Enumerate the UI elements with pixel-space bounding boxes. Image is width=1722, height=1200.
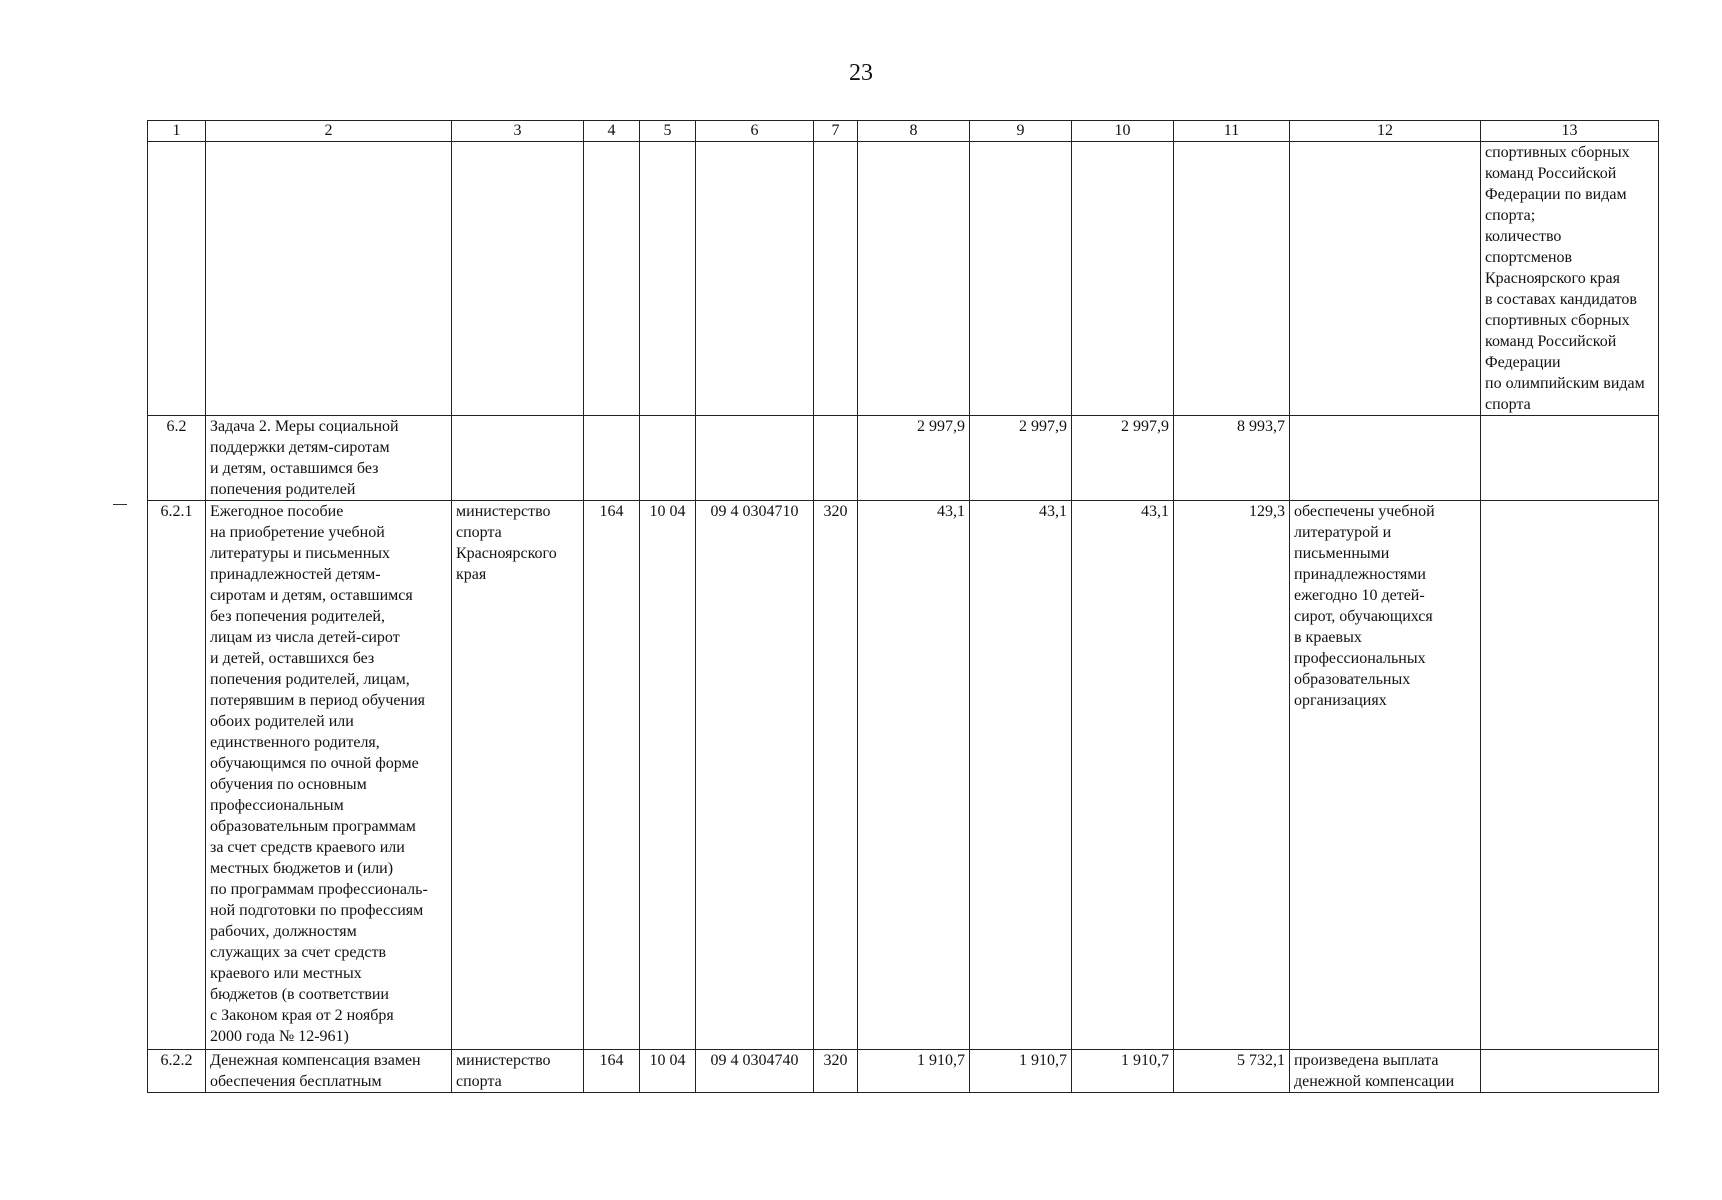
- column-header: 4: [584, 121, 640, 142]
- table-row: [148, 1050, 1659, 1093]
- cell-name: Задача 2. Меры социальной поддержки детям-сиротам и детям, оставшимся без попечения родителей: [206, 416, 452, 501]
- cell-section: 10 04: [640, 1050, 696, 1093]
- cell-amount: 43,1: [858, 501, 970, 1050]
- cell-amount: 2 997,9: [970, 416, 1072, 501]
- table-row: [148, 142, 1659, 416]
- cell-code: [584, 142, 640, 416]
- cell-target-article: [696, 142, 814, 416]
- cell-expense-type: 320: [814, 501, 858, 1050]
- cell-section: [640, 142, 696, 416]
- column-header: 7: [814, 121, 858, 142]
- column-header: 9: [970, 121, 1072, 142]
- column-header: 3: [452, 121, 584, 142]
- cell-target-article: 09 4 0304740: [696, 1050, 814, 1093]
- cell-name: Ежегодное пособие на приобретение учебной литературы и письменных принадлежностей детям- сиротам и детям, оставшимся без попечения родителей, лицам из числа детей-сирот и детей, оставшихся без попечения родителей, лицам, потерявшим в период обучения обоих родителей или единственного родителя, обучающимся по очной форме обучения по основным профессиональным образовательным программам за счет средств краевого или местных бюджетов и (или) по программам профессиональ- ной подготовки по профессиям рабочих, должностям служащих за счет средств краевого или местных бюджетов (в соответствии с Законом края от 2 ноября 2000 года № 12-961): [206, 501, 452, 1050]
- cell-code: 164: [584, 1050, 640, 1093]
- column-header: 13: [1481, 121, 1659, 142]
- cell-result: [1290, 416, 1481, 501]
- cell-name: [206, 142, 452, 416]
- cell-amount: [970, 142, 1072, 416]
- cell-agency: [452, 142, 584, 416]
- cell-result: обеспечены учебной литературой и письменными принадлежностями ежегодно 10 детей- сирот, обучающихся в краевых профессиональных образовательных организациях: [1290, 501, 1481, 1050]
- cell-number: 6.2.1: [148, 501, 206, 1050]
- column-header: 5: [640, 121, 696, 142]
- column-header-row: [148, 121, 1659, 142]
- cell-agency: министерство спорта Красноярского края: [452, 501, 584, 1050]
- column-header: 11: [1174, 121, 1290, 142]
- cell-agency: министерство спорта: [452, 1050, 584, 1093]
- cell-amount: 2 997,9: [858, 416, 970, 501]
- table-row: [148, 501, 1659, 1050]
- table-row: [148, 416, 1659, 501]
- cell-expense-type: [814, 416, 858, 501]
- cell-section: 10 04: [640, 501, 696, 1050]
- cell-indicator: спортивных сборных команд Российской Федерации по видам спорта; количество спортсменов Красноярского края в составах кандидатов спортивных сборных команд Российской Федерации по олимпийским видам спорта: [1481, 142, 1659, 416]
- margin-mark: [113, 504, 127, 505]
- cell-number: [148, 142, 206, 416]
- cell-result: [1290, 142, 1481, 416]
- cell-indicator: [1481, 416, 1659, 501]
- cell-target-article: 09 4 0304710: [696, 501, 814, 1050]
- column-header: 2: [206, 121, 452, 142]
- cell-amount: 43,1: [1072, 501, 1174, 1050]
- column-header: 10: [1072, 121, 1174, 142]
- cell-total: 8 993,7: [1174, 416, 1290, 501]
- cell-result: произведена выплата денежной компенсации: [1290, 1050, 1481, 1093]
- cell-expense-type: 320: [814, 1050, 858, 1093]
- column-header: 8: [858, 121, 970, 142]
- cell-amount: [858, 142, 970, 416]
- column-header: 6: [696, 121, 814, 142]
- cell-amount: 1 910,7: [858, 1050, 970, 1093]
- cell-indicator: [1481, 1050, 1659, 1093]
- cell-target-article: [696, 416, 814, 501]
- column-header: 1: [148, 121, 206, 142]
- cell-total: 5 732,1: [1174, 1050, 1290, 1093]
- cell-total: 129,3: [1174, 501, 1290, 1050]
- cell-expense-type: [814, 142, 858, 416]
- cell-agency: [452, 416, 584, 501]
- cell-number: 6.2.2: [148, 1050, 206, 1093]
- page-number: 23: [849, 60, 873, 86]
- cell-indicator: [1481, 501, 1659, 1050]
- cell-total: [1174, 142, 1290, 416]
- cell-section: [640, 416, 696, 501]
- budget-table: [147, 120, 1659, 1093]
- cell-number: 6.2: [148, 416, 206, 501]
- cell-amount: [1072, 142, 1174, 416]
- cell-amount: 1 910,7: [970, 1050, 1072, 1093]
- cell-amount: 43,1: [970, 501, 1072, 1050]
- cell-amount: 1 910,7: [1072, 1050, 1174, 1093]
- column-header: 12: [1290, 121, 1481, 142]
- cell-name: Денежная компенсация взамен обеспечения бесплатным: [206, 1050, 452, 1093]
- cell-code: 164: [584, 501, 640, 1050]
- cell-amount: 2 997,9: [1072, 416, 1174, 501]
- cell-code: [584, 416, 640, 501]
